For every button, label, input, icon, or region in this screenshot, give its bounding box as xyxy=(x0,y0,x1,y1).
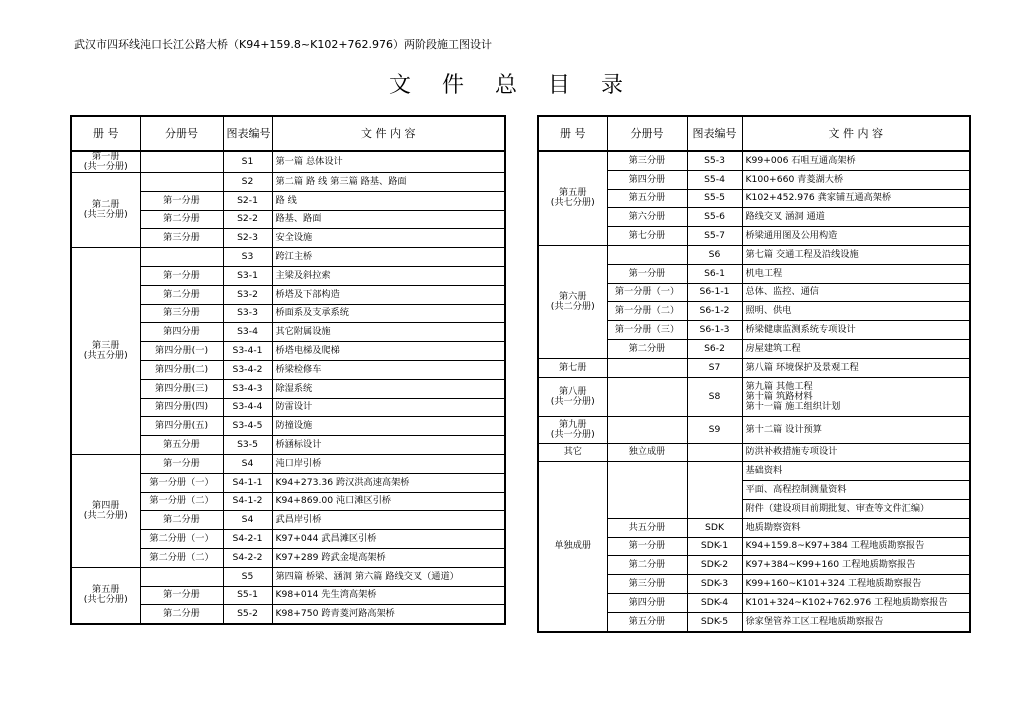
content-cell: K97+044 武昌滩区引桥 xyxy=(272,530,505,549)
code-cell: S6-1 xyxy=(687,264,742,283)
content-cell: 地质勘察资料 xyxy=(742,518,970,537)
catalog-table-left xyxy=(70,115,506,625)
subvolume-cell: 第二分册 xyxy=(607,556,687,575)
volume-cell: 第二册 (共三分册) xyxy=(71,173,140,248)
code-cell: SDK-1 xyxy=(687,537,742,556)
content-cell: 第七篇 交通工程及沿线设施 xyxy=(742,245,970,264)
code-cell: S3-1 xyxy=(223,266,272,285)
subvolume-cell: 第一分册 xyxy=(140,266,223,285)
volume-cell: 第七册 xyxy=(538,358,607,377)
content-cell: 桥塔电梯及爬梯 xyxy=(272,342,505,361)
content-cell: 桥梁通用图及公用构造 xyxy=(742,227,970,246)
subvolume-cell: 第二分册 xyxy=(140,285,223,304)
content-cell: K97+289 跨武金堤高架桥 xyxy=(272,548,505,567)
code-cell xyxy=(687,443,742,462)
code-cell: S5-1 xyxy=(223,586,272,605)
subvolume-cell: 第二分册（二） xyxy=(140,548,223,567)
content-cell: 防洪补救措施专项设计 xyxy=(742,443,970,462)
subvolume-cell: 第一分册（一） xyxy=(140,473,223,492)
content-cell: 沌口岸引桥 xyxy=(272,454,505,473)
code-cell xyxy=(687,462,742,518)
subvolume-cell xyxy=(140,567,223,586)
code-cell: S3 xyxy=(223,248,272,267)
content-cell: 桥塔及下部构造 xyxy=(272,285,505,304)
content-cell: 第二篇 路 线 第三篇 路基、路面 xyxy=(272,173,505,192)
content-cell: 主梁及斜拉索 xyxy=(272,266,505,285)
table-row xyxy=(71,151,505,173)
subvolume-cell: 第五分册 xyxy=(607,189,687,208)
code-cell: S2 xyxy=(223,173,272,192)
content-cell: 徐家堡管养工区工程地质勘察报告 xyxy=(742,612,970,631)
content-cell: 桥梁检修车 xyxy=(272,360,505,379)
content-cell: 武昌岸引桥 xyxy=(272,511,505,530)
content-cell: K98+014 先生湾高架桥 xyxy=(272,586,505,605)
table-row xyxy=(71,248,505,267)
code-cell: SDK xyxy=(687,518,742,537)
subvolume-cell: 第四分册 xyxy=(607,593,687,612)
code-cell: S5-4 xyxy=(687,170,742,189)
subvolume-cell: 第二分册 xyxy=(140,605,223,624)
subvolume-cell xyxy=(140,151,223,173)
header-row xyxy=(71,116,505,151)
subvolume-cell: 第一分册 xyxy=(140,586,223,605)
content-cell: K98+750 跨青菱河路高架桥 xyxy=(272,605,505,624)
volume-cell: 第五册 (共七分册) xyxy=(538,151,607,245)
code-cell: S2-2 xyxy=(223,210,272,229)
subvolume-cell: 第二分册 xyxy=(140,210,223,229)
code-cell: S5-7 xyxy=(687,227,742,246)
content-cell: 其它附属设施 xyxy=(272,323,505,342)
code-cell: S7 xyxy=(687,358,742,377)
code-cell: S3-4-3 xyxy=(223,379,272,398)
table-row xyxy=(538,245,970,264)
code-cell: S3-4-5 xyxy=(223,417,272,436)
code-cell: S6-1-2 xyxy=(687,302,742,321)
code-cell: S6-1-1 xyxy=(687,283,742,302)
code-cell: S2-1 xyxy=(223,191,272,210)
volume-cell: 第三册 (共五分册) xyxy=(71,248,140,455)
code-cell: S4 xyxy=(223,511,272,530)
code-cell: S2-3 xyxy=(223,229,272,248)
subvolume-cell: 第四分册(四) xyxy=(140,398,223,417)
content-cell: 附件（建设项目前期批复、审查等文件汇编） xyxy=(742,499,970,518)
code-cell: S4-1-1 xyxy=(223,473,272,492)
subvolume-cell: 第一分册 xyxy=(140,454,223,473)
subvolume-cell: 第一分册（三） xyxy=(607,321,687,340)
code-cell: S6-2 xyxy=(687,339,742,358)
code-cell: SDK-2 xyxy=(687,556,742,575)
subvolume-cell xyxy=(607,377,687,416)
code-cell: S3-4-4 xyxy=(223,398,272,417)
code-cell: S6-1-3 xyxy=(687,321,742,340)
code-cell: S3-3 xyxy=(223,304,272,323)
content-cell: K94+273.36 跨汉洪高速高架桥 xyxy=(272,473,505,492)
document-header: 武汉市四环线沌口长江公路大桥（K94+159.8~K102+762.976）两阶段施工图设计 xyxy=(74,38,493,51)
subvolume-cell: 第五分册 xyxy=(607,612,687,631)
content-cell: 安全设施 xyxy=(272,229,505,248)
content-cell: 路基、路面 xyxy=(272,210,505,229)
code-cell: S3-5 xyxy=(223,436,272,455)
table-row xyxy=(538,358,970,377)
subvolume-cell: 第五分册 xyxy=(140,436,223,455)
catalog-table-right xyxy=(537,115,971,633)
content-cell: K101+324~K102+762.976 工程地质勘察报告 xyxy=(742,593,970,612)
subvolume-cell: 共五分册 xyxy=(607,518,687,537)
subvolume-cell: 第一分册（二） xyxy=(140,492,223,511)
code-cell: S4-2-2 xyxy=(223,548,272,567)
code-cell: SDK-3 xyxy=(687,575,742,594)
subvolume-cell xyxy=(607,462,687,518)
content-cell: 路 线 xyxy=(272,191,505,210)
volume-cell: 第六册 (共二分册) xyxy=(538,245,607,358)
content-cell: 照明、供电 xyxy=(742,302,970,321)
subvolume-cell: 第一分册（一） xyxy=(607,283,687,302)
code-cell: SDK-4 xyxy=(687,593,742,612)
content-cell: 桥梁健康监测系统专项设计 xyxy=(742,321,970,340)
code-cell: S3-4-1 xyxy=(223,342,272,361)
table-row xyxy=(538,443,970,462)
table-row xyxy=(538,151,970,170)
subvolume-cell xyxy=(607,245,687,264)
volume-cell: 第一册 (共一分册) xyxy=(71,151,140,173)
content-cell: 第九篇 其他工程 第十篇 筑路材料 第十一篇 施工组织计划 xyxy=(742,377,970,416)
subvolume-cell: 第三分册 xyxy=(607,151,687,170)
code-cell: S1 xyxy=(223,151,272,173)
code-cell: S5 xyxy=(223,567,272,586)
content-cell: 路线交叉 涵洞 通道 xyxy=(742,208,970,227)
subvolume-cell: 第七分册 xyxy=(607,227,687,246)
volume-cell: 第四册 (共二分册) xyxy=(71,454,140,567)
subvolume-cell: 第六分册 xyxy=(607,208,687,227)
content-cell: 跨江主桥 xyxy=(272,248,505,267)
subvolume-cell: 第四分册(二) xyxy=(140,360,223,379)
content-cell: 总体、监控、通信 xyxy=(742,283,970,302)
content-cell: K102+452.976 龚家铺互通高架桥 xyxy=(742,189,970,208)
code-cell: S3-4-2 xyxy=(223,360,272,379)
content-cell: 第十二篇 设计预算 xyxy=(742,416,970,443)
table-row xyxy=(538,377,970,416)
content-cell: K100+660 青菱湖大桥 xyxy=(742,170,970,189)
subvolume-cell: 第三分册 xyxy=(140,229,223,248)
content-cell: K99+160~K101+324 工程地质勘察报告 xyxy=(742,575,970,594)
content-cell: K94+869.00 沌口滩区引桥 xyxy=(272,492,505,511)
table-row xyxy=(71,567,505,586)
subvolume-cell xyxy=(140,248,223,267)
code-cell: S5-6 xyxy=(687,208,742,227)
content-cell: 防撞设施 xyxy=(272,417,505,436)
column-header-volume: 册 号 xyxy=(538,116,607,151)
volume-cell: 第五册 (共七分册) xyxy=(71,567,140,624)
code-cell: S8 xyxy=(687,377,742,416)
content-cell: 机电工程 xyxy=(742,264,970,283)
subvolume-cell: 第一分册（二） xyxy=(607,302,687,321)
code-cell: S3-4 xyxy=(223,323,272,342)
code-cell: S5-3 xyxy=(687,151,742,170)
subvolume-cell: 第一分册 xyxy=(607,537,687,556)
subvolume-cell: 第二分册 xyxy=(607,339,687,358)
content-cell: 第八篇 环境保护及景观工程 xyxy=(742,358,970,377)
column-header-code: 图表编号 xyxy=(223,116,272,151)
code-cell: S5-5 xyxy=(687,189,742,208)
content-cell: 防雷设计 xyxy=(272,398,505,417)
content-cell: 基础资料 xyxy=(742,462,970,481)
subvolume-cell: 第四分册 xyxy=(140,323,223,342)
column-header-volume: 册 号 xyxy=(71,116,140,151)
code-cell: S4-2-1 xyxy=(223,530,272,549)
subvolume-cell: 独立成册 xyxy=(607,443,687,462)
column-header-code: 图表编号 xyxy=(687,116,742,151)
content-cell: 第一篇 总体设计 xyxy=(272,151,505,173)
volume-cell: 其它 xyxy=(538,443,607,462)
content-cell: 除湿系统 xyxy=(272,379,505,398)
subvolume-cell: 第一分册 xyxy=(607,264,687,283)
table-row xyxy=(538,416,970,443)
subvolume-cell: 第二分册 xyxy=(140,511,223,530)
header-row xyxy=(538,116,970,151)
code-cell: SDK-5 xyxy=(687,612,742,631)
subvolume-cell: 第四分册(五) xyxy=(140,417,223,436)
column-header-content: 文 件 内 容 xyxy=(742,116,970,151)
content-cell: 第四篇 桥梁、涵洞 第六篇 路线交叉（通道） xyxy=(272,567,505,586)
subvolume-cell: 第四分册(一) xyxy=(140,342,223,361)
table-row xyxy=(538,462,970,481)
column-header-subvolume: 分册号 xyxy=(140,116,223,151)
content-cell: 房屋建筑工程 xyxy=(742,339,970,358)
subvolume-cell: 第三分册 xyxy=(140,304,223,323)
code-cell: S4 xyxy=(223,454,272,473)
code-cell: S9 xyxy=(687,416,742,443)
content-cell: 桥涵标设计 xyxy=(272,436,505,455)
volume-cell: 第九册 (共一分册) xyxy=(538,416,607,443)
code-cell: S5-2 xyxy=(223,605,272,624)
code-cell: S6 xyxy=(687,245,742,264)
content-cell: K97+384~K99+160 工程地质勘察报告 xyxy=(742,556,970,575)
subvolume-cell xyxy=(607,416,687,443)
column-header-subvolume: 分册号 xyxy=(607,116,687,151)
content-cell: 桥面系及支承系统 xyxy=(272,304,505,323)
code-cell: S3-2 xyxy=(223,285,272,304)
page-title: 文 件 总 目 录 xyxy=(389,73,635,98)
table-row xyxy=(71,173,505,192)
subvolume-cell: 第一分册 xyxy=(140,191,223,210)
subvolume-cell: 第四分册(三) xyxy=(140,379,223,398)
subvolume-cell: 第二分册（一） xyxy=(140,530,223,549)
content-cell: 平面、高程控制测量资料 xyxy=(742,481,970,500)
column-header-content: 文 件 内 容 xyxy=(272,116,505,151)
subvolume-cell: 第三分册 xyxy=(607,575,687,594)
table-row xyxy=(71,454,505,473)
subvolume-cell xyxy=(607,358,687,377)
subvolume-cell: 第四分册 xyxy=(607,170,687,189)
volume-cell: 单独成册 xyxy=(538,462,607,632)
content-cell: K99+006 石咀互通高架桥 xyxy=(742,151,970,170)
content-cell: K94+159.8~K97+384 工程地质勘察报告 xyxy=(742,537,970,556)
subvolume-cell xyxy=(140,173,223,192)
volume-cell: 第八册 (共一分册) xyxy=(538,377,607,416)
code-cell: S4-1-2 xyxy=(223,492,272,511)
